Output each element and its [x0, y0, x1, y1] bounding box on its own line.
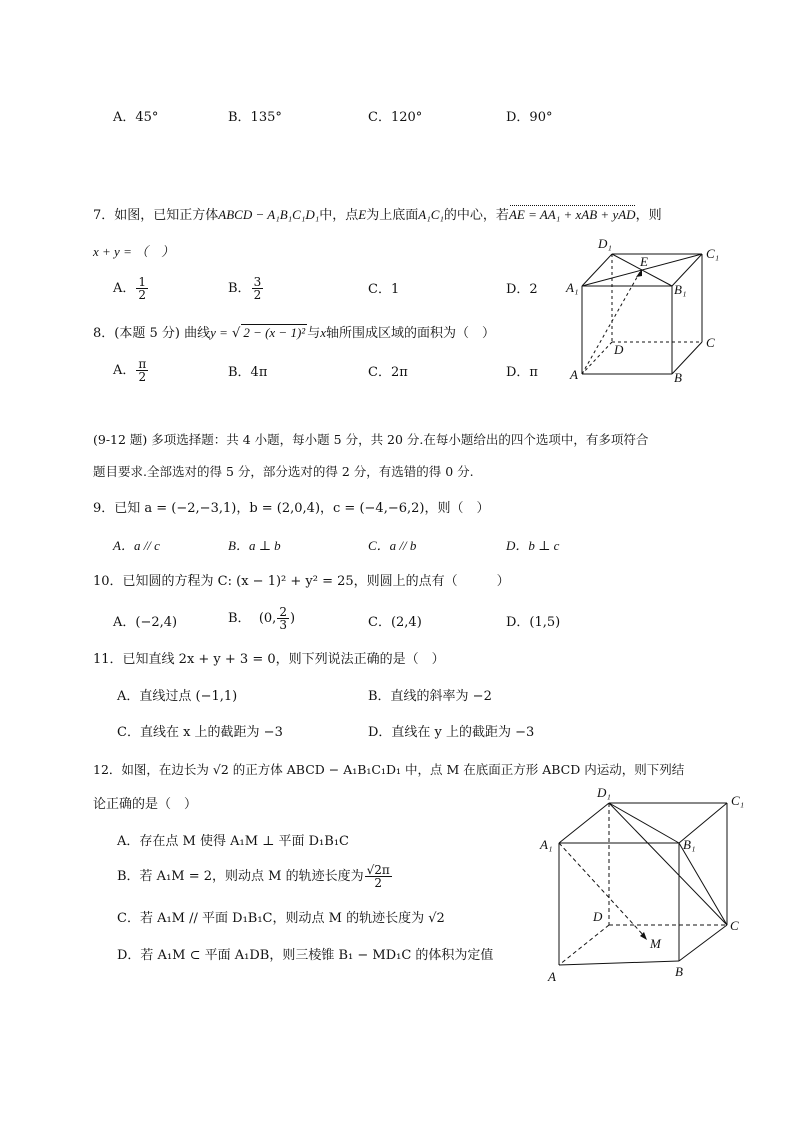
q11-stem: 11．已知直线 2x + y + 3 = 0，则下列说法正确的是（ ）: [93, 652, 445, 667]
q7-line2: x + y = （ ）: [93, 244, 175, 259]
q12-cube-figure: [535, 785, 755, 985]
section-instruction-line2: 题目要求.全部选对的得 5 分，部分选对的得 2 分，有选错的得 0 分.: [93, 464, 474, 479]
q8-option-a: A． $\frac{\pi}{2}$: [113, 357, 147, 384]
q6-option-a: A．45°: [113, 110, 159, 125]
q7-stem: [93, 207, 662, 224]
q7-mid2: 为上底面: [366, 208, 419, 223]
q12-option-d: D．若 A₁M ⊂ 平面 A₁DB，则三棱锥 B₁ − MD₁C 的体积为定值: [117, 948, 494, 963]
q7-point: E: [358, 207, 367, 222]
q7-solid: ABCD − A₁B₁C₁D₁: [218, 207, 320, 222]
q10-option-d: D．(1,5): [506, 615, 561, 630]
fig2-label-c1: C₁: [731, 793, 745, 808]
fig2-label-d1: D₁: [597, 785, 611, 800]
fig1-label-a: A: [570, 367, 578, 382]
section-instruction-line1: (9-12 题) 多项选择题：共 4 小题，每小题 5 分，共 20 分.在每小题给出的四个选项中，有多项符合: [93, 432, 649, 447]
fig1-label-d1: D₁: [598, 236, 612, 251]
q9-option-d: D．b ⊥ c: [506, 538, 560, 553]
fig1-label-c1: C₁: [706, 246, 720, 261]
q7-vector-equation: AE = AA₁ + xAB + yAD: [508, 207, 636, 222]
fig2-label-m: M: [650, 936, 661, 951]
q7-mid1: 中，点: [319, 208, 359, 223]
q7-face: A₁C₁: [418, 207, 444, 222]
q9-option-b: B．a ⊥ b: [228, 538, 281, 553]
fig1-label-d: D: [614, 342, 624, 357]
q12-option-c: C．若 A₁M // 平面 D₁B₁C，则动点 M 的轨迹长度为 √2: [117, 911, 445, 926]
q8-stem: 8．(本题 5 分) 曲线y = √ 2 − (x − 1)² 与x轴所围成区域的面积为（ ）: [93, 325, 495, 341]
q11-option-b: B．直线的斜率为 −2: [368, 689, 492, 704]
fig1-label-e: E: [640, 254, 648, 269]
q12-option-b: B．若 A₁M = 2，则动点 M 的轨迹长度为 $\frac{√2\pi}{2}$: [117, 863, 390, 890]
q12-stem-line1: 12．如图，在边长为 √2 的正方体 ABCD − A₁B₁C₁D₁ 中，点 M 在底面正方形 ABCD 内运动，则下列结: [93, 762, 685, 777]
q7-cube-figure: [564, 234, 724, 389]
q10-option-a: A．(−2,4): [113, 615, 178, 630]
q10-option-b: B． (0, $\frac{2}{3}$ ): [228, 605, 296, 632]
q7-option-d: D．2: [506, 282, 538, 297]
q8-option-b: B．4π: [228, 365, 268, 380]
q9-option-c: C．a // b: [368, 538, 417, 553]
fig1-label-b: B: [674, 370, 682, 385]
q6-option-c: C．120°: [368, 110, 423, 125]
q11-option-d: D．直线在 y 上的截距为 −3: [368, 725, 535, 740]
fig2-label-b: B: [675, 964, 683, 979]
fig1-label-c: C: [706, 335, 715, 350]
q10-option-c: C．(2,4): [368, 615, 422, 630]
fig2-label-c: C: [730, 918, 739, 933]
q9-stem: 9．已知 a = (−2,−3,1)，b = (2,0,4)，c = (−4,−6,2)，则（ ）: [93, 501, 490, 516]
q11-option-a: A．直线过点 (−1,1): [117, 689, 238, 704]
q7-end: ，则: [635, 208, 662, 223]
fig2-label-a: A: [548, 969, 556, 984]
q7-prefix: 7．如图，已知正方体: [93, 208, 219, 223]
fig1-label-a1: A₁: [566, 280, 579, 295]
q7-mid3: 的中心，若: [443, 208, 509, 223]
fig1-label-b1: B₁: [674, 282, 687, 297]
q9-option-a: A．a // c: [113, 538, 160, 553]
q12-stem-line2: 论正确的是（ ）: [93, 797, 198, 812]
q6-option-d: D．90°: [506, 110, 553, 125]
q12-option-a: A．存在点 M 使得 A₁M ⊥ 平面 D₁B₁C: [117, 834, 349, 849]
q8-radicand: 2 − (x − 1)²: [243, 325, 306, 340]
q8-option-d: D．π: [506, 365, 538, 380]
q6-option-b: B．135°: [228, 110, 282, 125]
q11-option-c: C．直线在 x 上的截距为 −3: [117, 725, 283, 740]
fig2-label-d: D: [593, 909, 603, 924]
q7-option-c: C．1: [368, 282, 400, 297]
fig2-label-a1: A₁: [540, 837, 553, 852]
q7-option-a: A． $\frac{1}{2}$: [113, 275, 147, 302]
fig2-label-b1: B₁: [683, 837, 696, 852]
q8-option-c: C．2π: [368, 365, 408, 380]
q10-stem: 10．已知圆的方程为 C: (x − 1)² + y² = 25，则圆上的点有（ ）: [93, 574, 510, 589]
q7-option-b: B． $\frac{3}{2}$: [228, 275, 262, 302]
